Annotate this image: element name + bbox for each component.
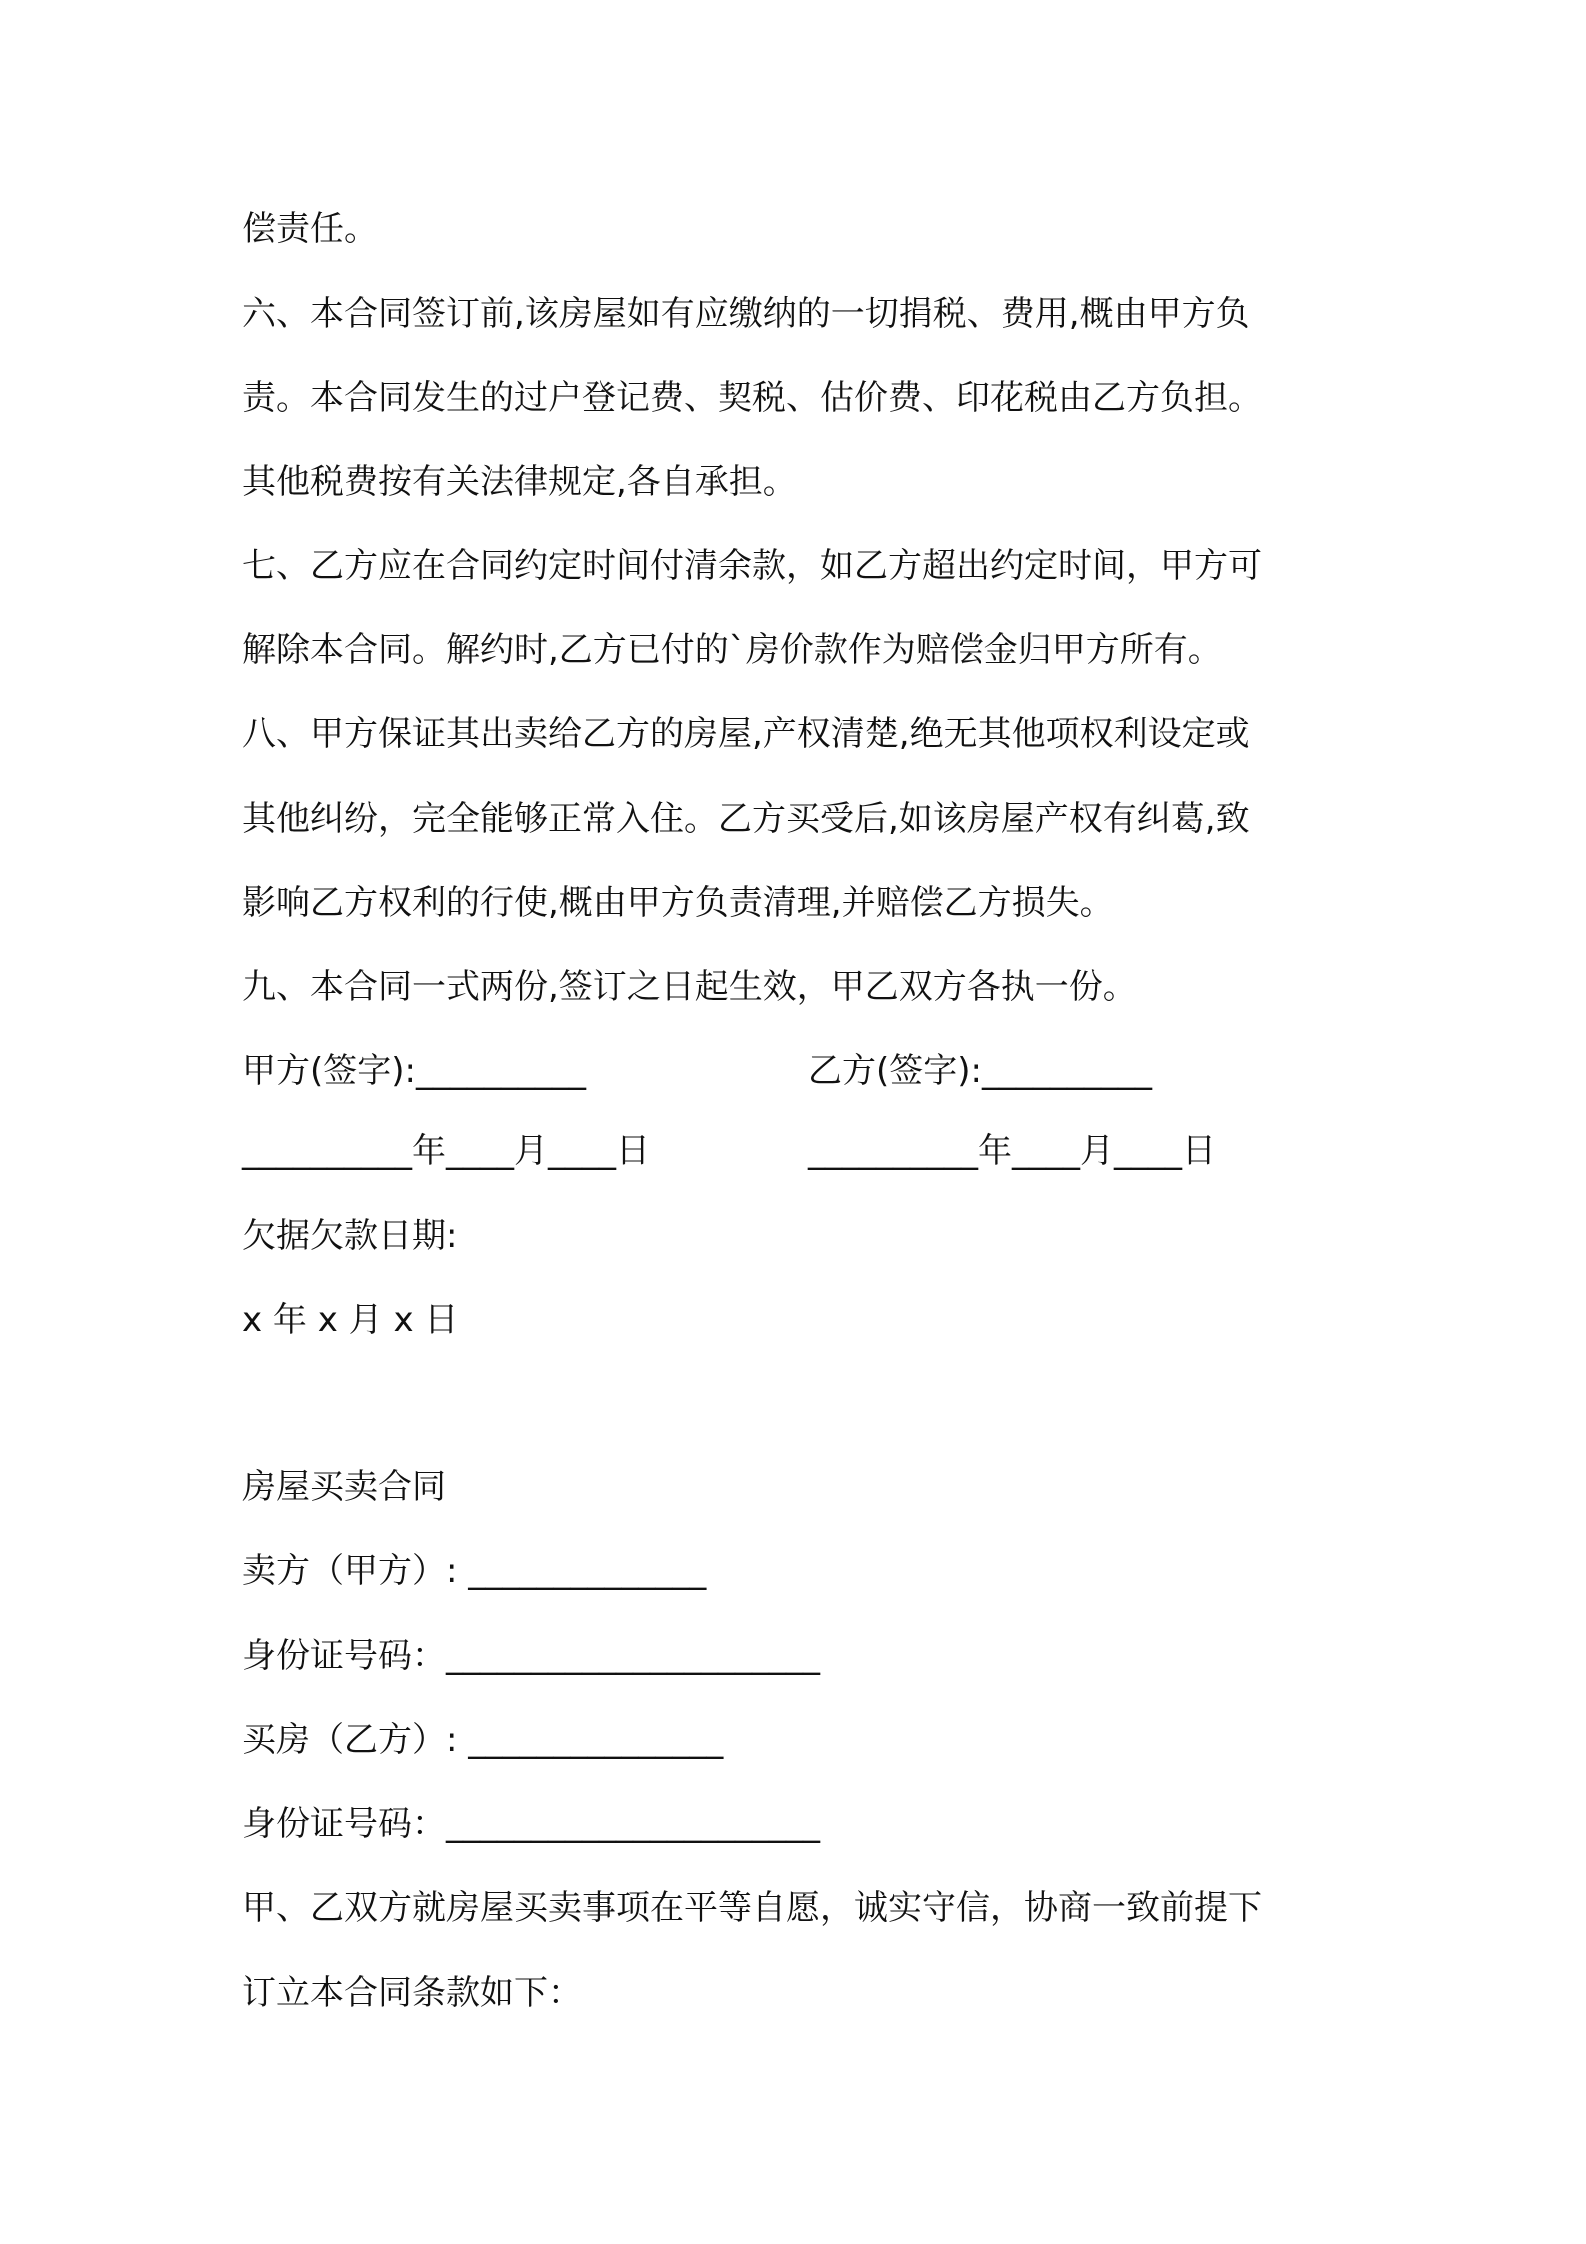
debt-date-value: x 年 x 月 x 日: [242, 1300, 459, 1340]
paragraph-line: 解除本合同。解约时,乙方已付的`房价款作为赔偿金归甲方所有。: [242, 630, 1222, 670]
paragraph-line: 其他税费按有关法律规定,各自承担。: [242, 462, 797, 502]
paragraph-line: 责。本合同发生的过户登记费、契税、估价费、印花税由乙方负担。: [242, 378, 1262, 418]
paragraph-line: 偿责任。: [242, 209, 378, 249]
party-b-date: __________年____月____日: [808, 1131, 1216, 1171]
paragraph-line: 其他纠纷，完全能够正常入住。乙方买受后,如该房屋产权有纠葛,致: [242, 799, 1250, 839]
seller-id-line: 身份证号码：______________________: [242, 1636, 820, 1676]
intro-line: 订立本合同条款如下：: [242, 1973, 582, 2013]
paragraph-line: 九、本合同一式两份,签订之日起生效，甲乙双方各执一份。: [242, 967, 1137, 1007]
paragraph-line: 影响乙方权利的行使,概由甲方负责清理,并赔偿乙方损失。: [242, 883, 1114, 923]
party-a-date: __________年____月____日: [242, 1131, 650, 1171]
contract-title: 房屋买卖合同: [242, 1467, 446, 1507]
buyer-id-line: 身份证号码：______________________: [242, 1804, 820, 1844]
party-a-signature: 甲方(签字):__________: [242, 1051, 586, 1091]
seller-line: 卖方（甲方）: ______________: [242, 1551, 707, 1591]
debt-date-label: 欠据欠款日期:: [242, 1216, 458, 1256]
intro-line: 甲、乙双方就房屋买卖事项在平等自愿，诚实守信，协商一致前提下: [242, 1888, 1262, 1928]
paragraph-line: 六、本合同签订前,该房屋如有应缴纳的一切捐税、费用,概由甲方负: [242, 294, 1250, 334]
buyer-line: 买房（乙方）: _______________: [242, 1720, 724, 1760]
paragraph-line: 八、甲方保证其出卖给乙方的房屋,产权清楚,绝无其他项权利设定或: [242, 714, 1250, 754]
paragraph-line: 七、乙方应在合同约定时间付清余款，如乙方超出约定时间，甲方可: [242, 546, 1262, 586]
party-b-signature: 乙方(签字):__________: [808, 1051, 1152, 1091]
